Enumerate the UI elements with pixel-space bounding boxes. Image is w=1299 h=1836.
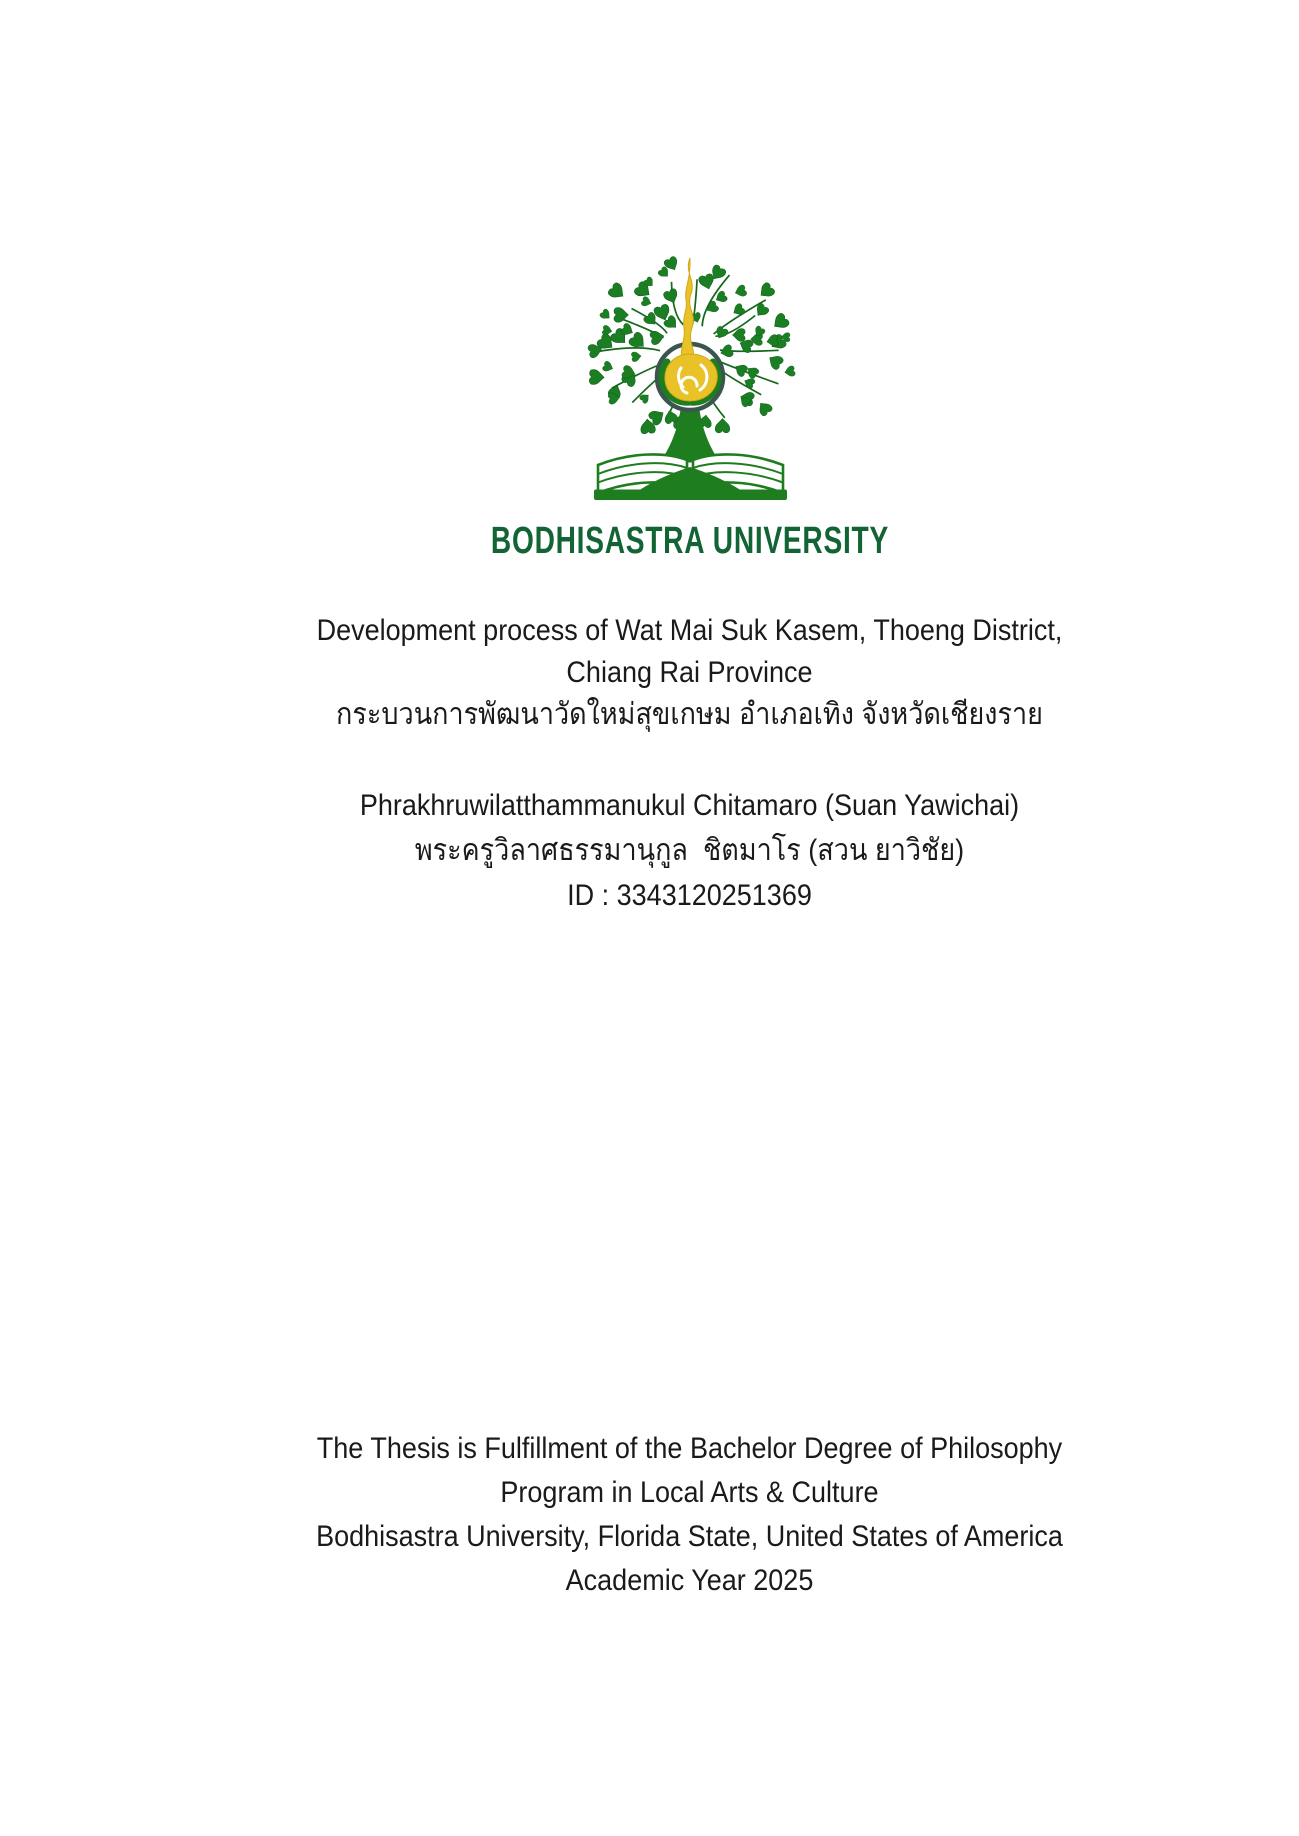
title-line-en-1: Development process of Wat Mai Suk Kasem, Thoeng District,: [316, 614, 1063, 647]
author-id: ID : 3343120251369: [567, 879, 812, 912]
degree-statement-line-3: Bodhisastra University, Florida State, United States of America: [316, 1520, 1063, 1553]
degree-statement-line-1: The Thesis is Fulfillment of the Bachelor Degree of Philosophy: [316, 1432, 1063, 1465]
thesis-title-block: [80, 610, 1299, 736]
author-block: [80, 783, 1299, 918]
university-name-row: [80, 518, 1299, 564]
title-line-en-2: Chiang Rai Province: [566, 656, 813, 689]
title-line-th: กระบวนการพัฒนาวัดใหม่สุขเกษม อำเภอเทิง จังหวัดเชียงราย: [336, 698, 1043, 731]
university-name: BODHISASTRA UNIVERSITY: [490, 520, 889, 562]
degree-statement-block: [80, 1427, 1299, 1603]
university-logo: [540, 210, 840, 510]
bodhi-tree-logo-icon: [540, 210, 840, 510]
degree-statement-line-4: Academic Year 2025: [565, 1564, 814, 1597]
author-name-en: Phrakhruwilatthammanukul Chitamaro (Suan Yawichai): [359, 789, 1020, 822]
author-name-th: พระครูวิลาศธรรมานุกูล ชิตมาโร (สวน ยาวิชัย): [414, 834, 965, 867]
degree-statement-line-2: Program in Local Arts & Culture: [500, 1476, 879, 1509]
